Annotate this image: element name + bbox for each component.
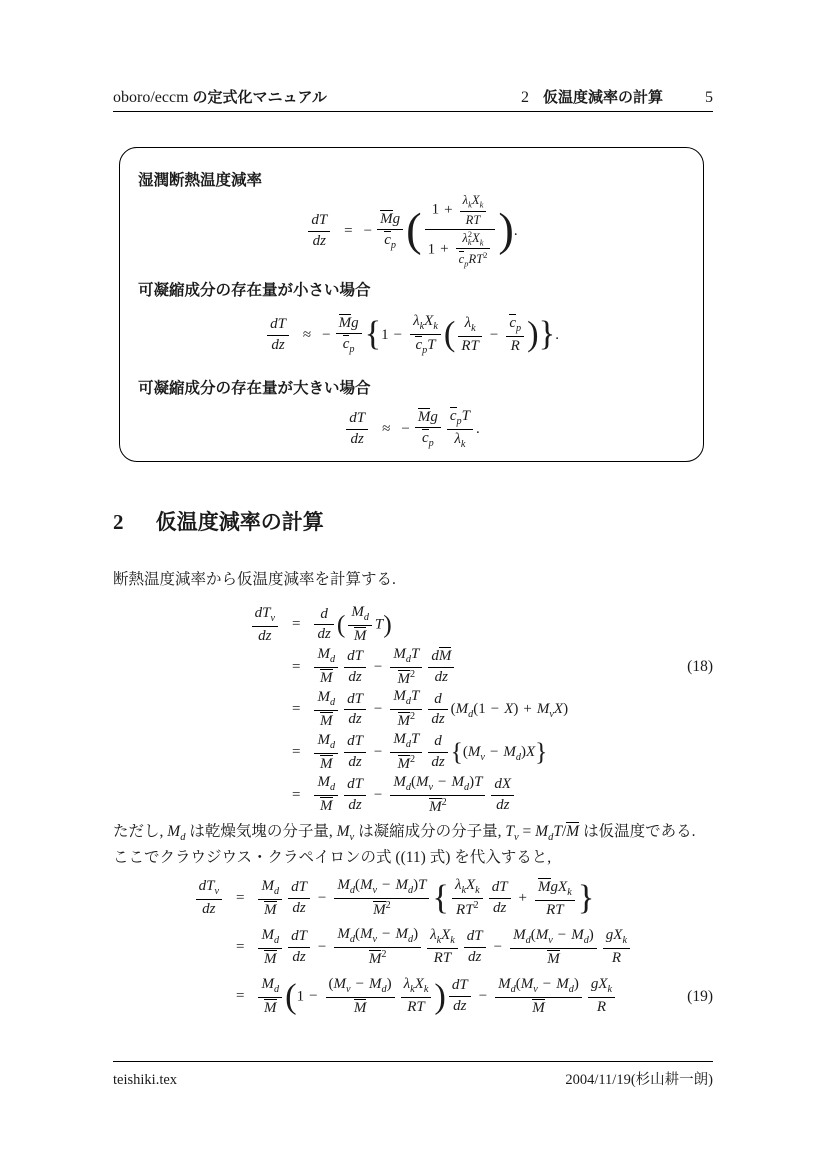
header-section-title: 仮温度減率の計算 bbox=[542, 89, 663, 106]
equation-18-lhs: $dT_v$ dz bbox=[209, 605, 281, 646]
header-rule bbox=[113, 111, 713, 112]
equation-18-line-4: = $\frac{M_d}{M}$ $\frac{dT}{dz}$ − $M_dT$ $M^2$ $\frac{d}{dz}$ $\{(M_v - M_d)X\}$ bbox=[292, 731, 548, 773]
heading-moist-adiabatic-lapse-rate: 湿潤断熱温度減率 bbox=[138, 172, 263, 189]
equals-sign: = bbox=[292, 616, 301, 633]
equation-18-line-3: = $\frac{M_d}{M}$ $\frac{dT}{dz}$ − $M_dT$ $M^2$ $\frac{d}{dz}$ $(M_d(1 - X) + M_vX)$ bbox=[292, 688, 569, 730]
header-manual-title-latin: oboro/eccm bbox=[113, 89, 189, 106]
equation-19-tag: (19) bbox=[687, 987, 713, 1005]
section-heading bbox=[113, 506, 324, 536]
equals-sign: = bbox=[292, 658, 301, 675]
section-title: 仮温度減率の計算 bbox=[155, 511, 324, 534]
equation-18-line-5: = $\frac{M_d}{M}$ $\frac{dT}{dz}$ − $\frac{M_d(M_v - M_d)T}{M^2}$ $\frac{dX}{dz}$ bbox=[113, 774, 713, 817]
equation-18-line-1: $dT_v$ dz = $\frac{d}{dz}$ ( $\frac{M_d}{M}$ T) bbox=[113, 604, 713, 646]
section-number: 2 bbox=[113, 510, 124, 534]
equals-sign: = bbox=[292, 786, 301, 803]
equation-18-line-2: = $\frac{M_d}{M}$ $\frac{dT}{dz}$ − $M_dT$ $M^2$ $\frac{dM}{dz}$ (18) bbox=[292, 645, 713, 687]
equation-18 bbox=[113, 604, 713, 817]
header-page-number: 5 bbox=[705, 89, 713, 106]
equals-sign: = bbox=[292, 701, 301, 718]
header-manual-title-jp: の定式化マニュアル bbox=[192, 89, 327, 106]
heading-large-condensible-case: 可凝縮成分の存在量が大きい場合 bbox=[138, 380, 371, 397]
equals-sign: = bbox=[236, 939, 245, 955]
equals-sign: = bbox=[236, 988, 245, 1004]
header-right bbox=[521, 86, 713, 107]
footer-date-author: 2004/11/19(杉山耕一朗) bbox=[565, 1072, 713, 1088]
equation-18-tag: (18) bbox=[687, 658, 713, 676]
equals-sign: = bbox=[236, 890, 245, 906]
footer-rule bbox=[113, 1061, 713, 1062]
equals-sign: = bbox=[292, 744, 301, 761]
equation-19-line-1: $dT_v$ dz = $\frac{M_d}{M}$ $\frac{dT}{dz}$ − $\frac{M_d(M_v - M_d)T}{M^2}$ { $\lambda_kX_k$ $RT^2$ $\frac{dT}{dz}$ + MgX$_k$ RT } bbox=[113, 874, 713, 923]
equation-19-line-2: = $\frac{M_d}{M}$ $\frac{dT}{dz}$ − $\frac{M_d(M_v - M_d)}{M^2}$ $\lambda_kX_k$ RT $\frac{dT}{dz}$ − $\frac{M_d(M_v - M_d)}{M}$ $gX_k$ R bbox=[113, 923, 713, 972]
formula-large-condensible: $\frac{dT}{dz}$ ≈ − $\frac{Mg}{c_p}$ $c_pT$ $\lambda_k$ . bbox=[138, 400, 685, 458]
equation-19-lhs: $dT_v$ dz bbox=[153, 878, 225, 919]
formula-small-condensible: $\frac{dT}{dz}$ ≈ − $\frac{Mg}{c_p}$ { 1 − $\lambda_kX_k$ $c_pT$ ( $\lambda_k$ RT − $\frac{c_p}{R}$ ) } . bbox=[138, 302, 685, 368]
equation-19-line-3: = $\frac{M_d}{M}$ (1 − $\frac{(M_v - M_d)}{M}$ $\lambda_kX_k$ RT ) $\frac{dT}{dz}$ − $\frac{M_d(M_v - M_d)}{M}$ $gX_k$ R (19) bbox=[236, 975, 713, 1016]
formula-box bbox=[119, 147, 704, 462]
equation-19 bbox=[113, 874, 713, 1021]
formula-moist-adiabatic: $\frac{dT}{dz}$ = − $\frac{Mg}{c_p}$ ( 1 + $\lambda_kX_k$ RT 1 + λ 2 k $X_k$ $c_pRT^2$ ) . bbox=[138, 192, 685, 270]
footer-filename: teishiki.tex bbox=[113, 1072, 178, 1088]
header-section-number: 2 bbox=[520, 89, 529, 106]
heading-small-condensible-case: 可凝縮成分の存在量が小さい場合 bbox=[138, 282, 371, 299]
paragraph-note: ただし, $M_d$ は乾燥気塊の分子量, $M_v$ は凝縮成分の分子量, $T_v = M_dT/M$ は仮温度である. ここでクラウジウス・クラペイロンの式 ((11) 式) を代入すると, bbox=[113, 823, 696, 867]
paragraph-intro: 断熱温度減率から仮温度減率を計算する. bbox=[113, 571, 396, 588]
page-header bbox=[113, 86, 713, 107]
page-footer bbox=[113, 1068, 713, 1089]
